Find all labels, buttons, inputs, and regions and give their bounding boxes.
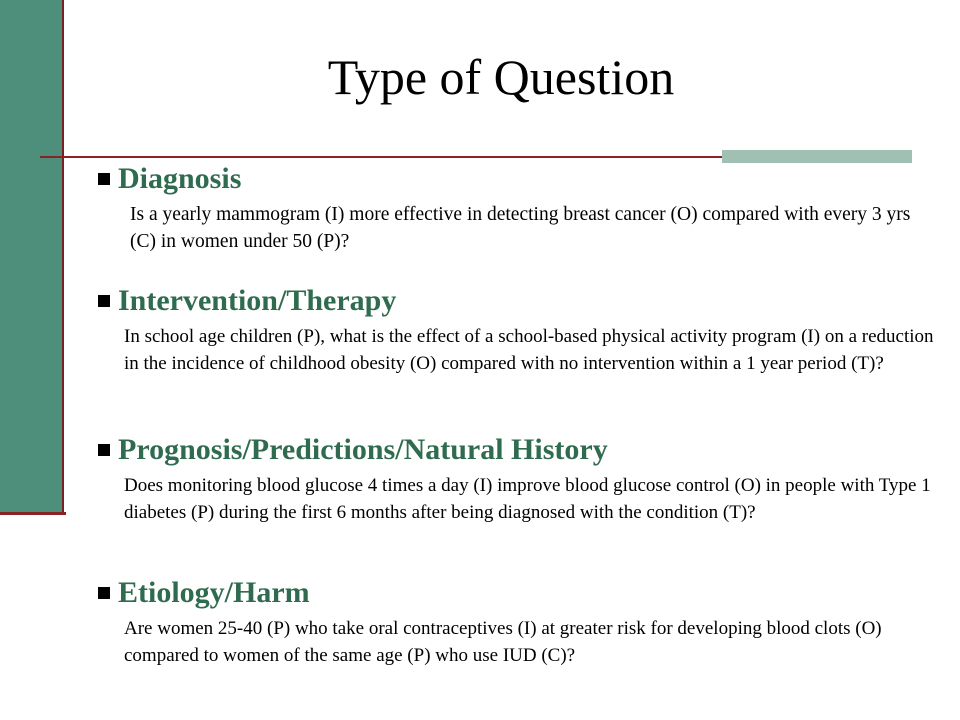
item-diagnosis bbox=[98, 161, 938, 255]
item-text: Are women 25-40 (P) who take oral contraceptives (I) at greater risk for developing blood clots (O) compared to women of the same age (P) who use IUD (C)? bbox=[124, 618, 882, 666]
item-heading bbox=[98, 432, 938, 468]
square-bullet-icon bbox=[98, 295, 110, 307]
item-prognosis bbox=[98, 432, 938, 526]
item-heading bbox=[98, 575, 938, 611]
item-etiology-harm bbox=[98, 575, 938, 669]
item-text: Does monitoring blood glucose 4 times a day (I) improve blood glucose control (O) in people with Type 1 diabetes (P) during the first 6 months after being diagnosed with the condition (T)? bbox=[124, 475, 931, 523]
item-text: In school age children (P), what is the effect of a school-based physical activity program (I) on a reduction in the incidence of childhood obesity (O) compared with no intervention within a 1 year period (T)? bbox=[124, 326, 934, 374]
square-bullet-icon bbox=[98, 173, 110, 185]
item-heading-text: Prognosis/Predictions/Natural History bbox=[118, 433, 608, 466]
item-intervention-therapy bbox=[98, 283, 938, 377]
item-text: Is a yearly mammogram (I) more effective in detecting breast cancer (O) compared with every 3 yrs (C) in women under 50 (P)? bbox=[130, 204, 911, 252]
item-heading bbox=[98, 283, 938, 319]
square-bullet-icon bbox=[98, 587, 110, 599]
slide-title: Type of Question bbox=[327, 49, 675, 105]
item-heading-text: Etiology/Harm bbox=[118, 576, 310, 609]
item-heading bbox=[98, 161, 938, 197]
side-bar-edge bbox=[0, 512, 66, 515]
item-heading-text: Diagnosis bbox=[118, 162, 242, 195]
square-bullet-icon bbox=[98, 444, 110, 456]
side-accent-bar bbox=[0, 0, 64, 514]
item-heading-text: Intervention/Therapy bbox=[118, 284, 397, 317]
